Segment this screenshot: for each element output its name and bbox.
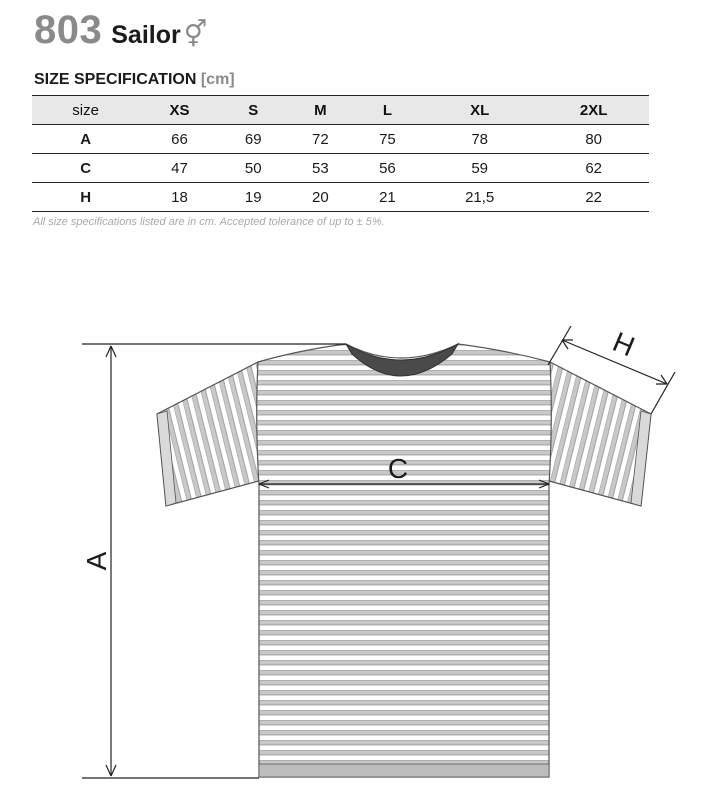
row-label: H — [32, 183, 139, 212]
spec-title-text: SIZE SPECIFICATION — [34, 71, 197, 88]
tshirt-body — [257, 344, 552, 777]
table-cell: 53 — [287, 154, 354, 183]
table-cell: 59 — [421, 154, 538, 183]
row-label: A — [32, 125, 139, 154]
table-cell: 50 — [220, 154, 287, 183]
table-cell: 19 — [220, 183, 287, 212]
bottom-hem — [259, 764, 549, 777]
header-m: M — [287, 96, 354, 125]
table-cell: 22 — [538, 183, 649, 212]
table-cell: 69 — [220, 125, 287, 154]
product-name: Sailor — [111, 21, 181, 49]
table-cell: 20 — [287, 183, 354, 212]
table-cell: 21 — [354, 183, 421, 212]
tolerance-note: All size specifications listed are in cm. Accepted tolerance of up to ± 5%. — [33, 216, 385, 228]
table-cell: 47 — [139, 154, 219, 183]
table-cell: 72 — [287, 125, 354, 154]
row-label: C — [32, 154, 139, 183]
header-size: size — [32, 96, 139, 125]
table-cell: 75 — [354, 125, 421, 154]
header-l: L — [354, 96, 421, 125]
product-code: 803 — [34, 8, 103, 52]
table-cell: 80 — [538, 125, 649, 154]
label-a: A — [81, 551, 112, 571]
header-s: S — [220, 96, 287, 125]
table-cell: 78 — [421, 125, 538, 154]
spec-unit: [cm] — [200, 71, 235, 88]
header-2xl: 2XL — [538, 96, 649, 125]
table-cell: 56 — [354, 154, 421, 183]
table-cell: 21,5 — [421, 183, 538, 212]
table-cell: 62 — [538, 154, 649, 183]
header-xs: XS — [139, 96, 219, 125]
table-cell: 18 — [139, 183, 219, 212]
label-h: H — [608, 326, 640, 363]
header-xl: XL — [421, 96, 538, 125]
unisex-icon: ⚥ — [183, 19, 208, 49]
table-cell: 66 — [139, 125, 219, 154]
label-c: C — [387, 453, 409, 484]
